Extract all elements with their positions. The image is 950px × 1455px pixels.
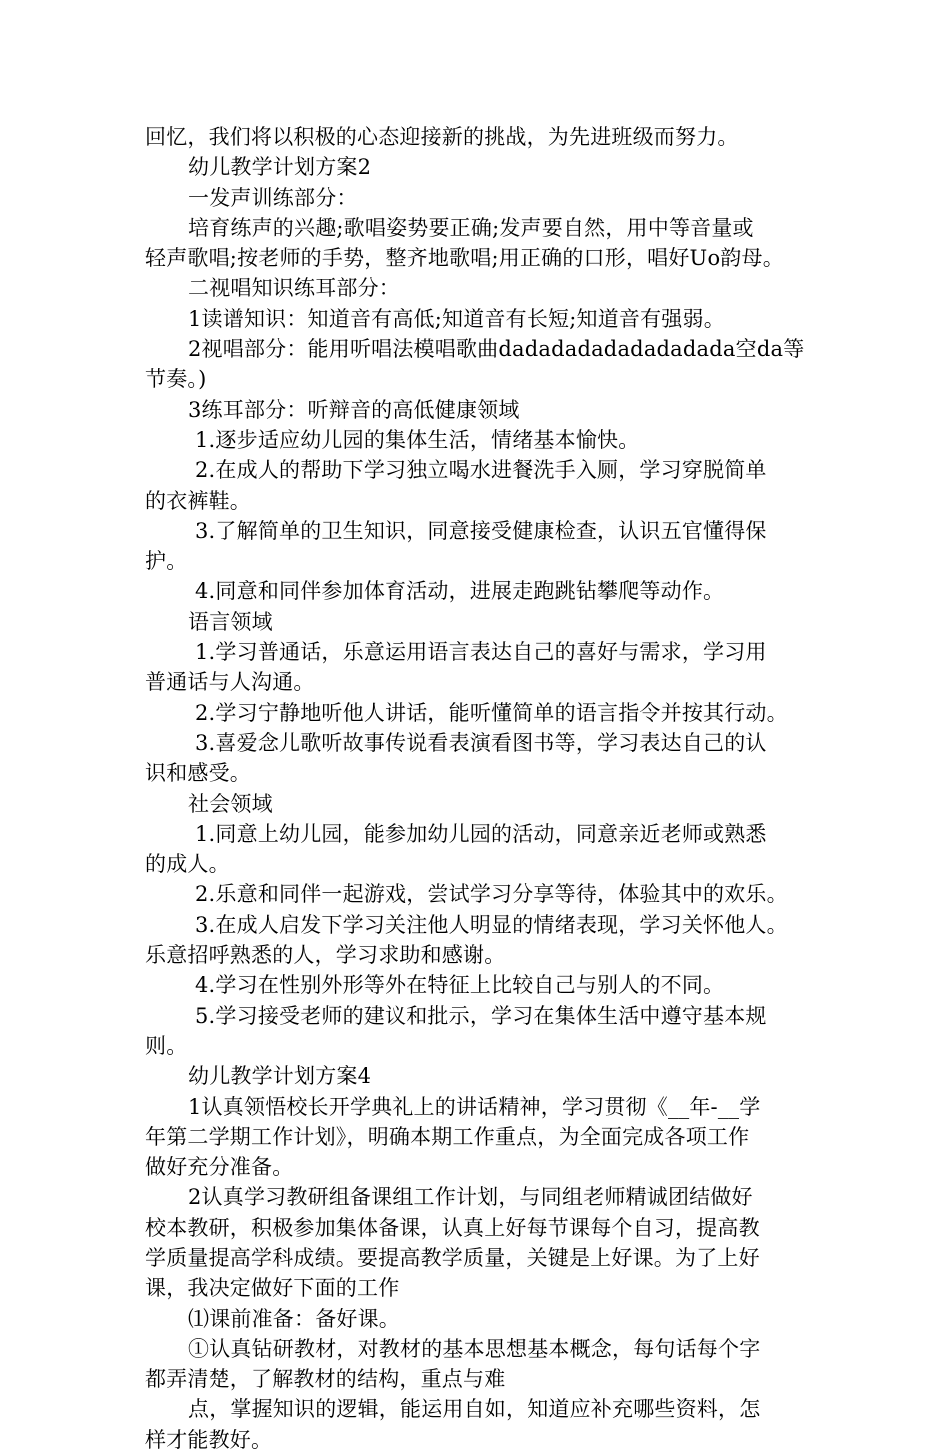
- text-line: 乐意招呼熟悉的人，学习求助和感谢。: [145, 943, 506, 968]
- text-line: 点，掌握知识的逻辑，能运用自如，知道应补充哪些资料，怎: [188, 1397, 761, 1422]
- text-line: 2视唱部分：能用听唱法模唱歌曲dadadadadadadadada空da等: [188, 337, 805, 362]
- text-line: 2.在成人的帮助下学习独立喝水进餐洗手入厕，学习穿脱简单: [195, 458, 767, 483]
- text-line: 3.了解简单的卫生知识，同意接受健康检查，认识五官懂得保: [195, 518, 767, 543]
- text-line: 则。: [145, 1033, 188, 1058]
- text-line: 3.喜爱念儿歌听故事传说看表演看图书等，学习表达自己的认: [195, 730, 767, 755]
- text-line: 二视唱知识练耳部分：: [188, 276, 400, 301]
- text-line: 3练耳部分：听辩音的高低健康领域: [188, 397, 520, 422]
- text-line: 的衣裤鞋。: [145, 488, 251, 513]
- text-line: 2.学习宁静地听他人讲话，能听懂简单的语言指令并按其行动。: [195, 700, 788, 725]
- text-line: ①认真钻研教材，对教材的基本思想基本概念，每句话每个字: [188, 1336, 761, 1361]
- text-line: 都弄清楚，了解教材的结构，重点与难: [145, 1367, 506, 1392]
- text-line: 校本教研，积极参加集体备课，认真上好每节课每个自习，提高教: [145, 1215, 760, 1240]
- text-line: 1读谱知识：知道音有高低;知道音有长短;知道音有强弱。: [188, 306, 725, 331]
- text-line: 幼儿教学计划方案2: [188, 155, 372, 180]
- text-line: 4.学习在性别外形等外在特征上比较自己与别人的不同。: [195, 973, 725, 998]
- text-line: 1.学习普通话，乐意运用语言表达自己的喜好与需求，学习用: [195, 640, 767, 665]
- text-line: 培育练声的兴趣;歌唱姿势要正确;发声要自然，用中等音量或: [188, 215, 754, 240]
- text-line: 语言领域: [188, 609, 273, 634]
- text-line: 课，我决定做好下面的工作: [145, 1276, 400, 1301]
- text-line: 节奏。): [145, 367, 207, 392]
- text-line: 1认真领悟校长开学典礼上的讲话精神，学习贯彻《__年-__学: [188, 1094, 761, 1119]
- text-line: 年第二学期工作计划》，明确本期工作重点，为全面完成各项工作: [145, 1124, 750, 1149]
- text-line: 回忆，我们将以积极的心态迎接新的挑战，为先进班级而努力。: [145, 125, 739, 149]
- text-line: 护。: [145, 549, 188, 574]
- text-line: 做好充分准备。: [145, 1155, 294, 1180]
- document-page: [145, 122, 825, 1455]
- text-line: 1.逐步适应幼儿园的集体生活，情绪基本愉快。: [195, 427, 640, 452]
- text-line: 5.学习接受老师的建议和批示，学习在集体生活中遵守基本规: [195, 1003, 767, 1028]
- text-line: 的成人。: [145, 852, 230, 877]
- text-line: 2.乐意和同伴一起游戏，尝试学习分享等待，体验其中的欢乐。: [195, 882, 788, 907]
- text-line: ⑴课前准备：备好课。: [188, 1306, 400, 1331]
- text-line: 识和感受。: [145, 761, 251, 786]
- text-line: 样才能教好。: [145, 1427, 273, 1452]
- text-line: 学质量提高学科成绩。要提高教学质量，关键是上好课。为了上好: [145, 1245, 760, 1270]
- text-line: 3.在成人启发下学习关注他人明显的情绪表现，学习关怀他人。: [195, 912, 788, 937]
- text-line: 一发声训练部分：: [188, 185, 358, 210]
- text-line: 幼儿教学计划方案4: [188, 1064, 372, 1089]
- text-line: 社会领域: [188, 791, 273, 816]
- text-line: 1.同意上幼儿园，能参加幼儿园的活动，同意亲近老师或熟悉: [195, 821, 767, 846]
- text-line: 2认真学习教研组备课组工作计划，与同组老师精诚团结做好: [188, 1185, 753, 1210]
- text-line: 普通话与人沟通。: [145, 670, 315, 695]
- text-line: 轻声歌唱;按老师的手势，整齐地歌唱;用正确的口形，唱好Uo韵母。: [145, 246, 784, 271]
- text-line: 4.同意和同伴参加体育活动，进展走跑跳钻攀爬等动作。: [195, 579, 725, 604]
